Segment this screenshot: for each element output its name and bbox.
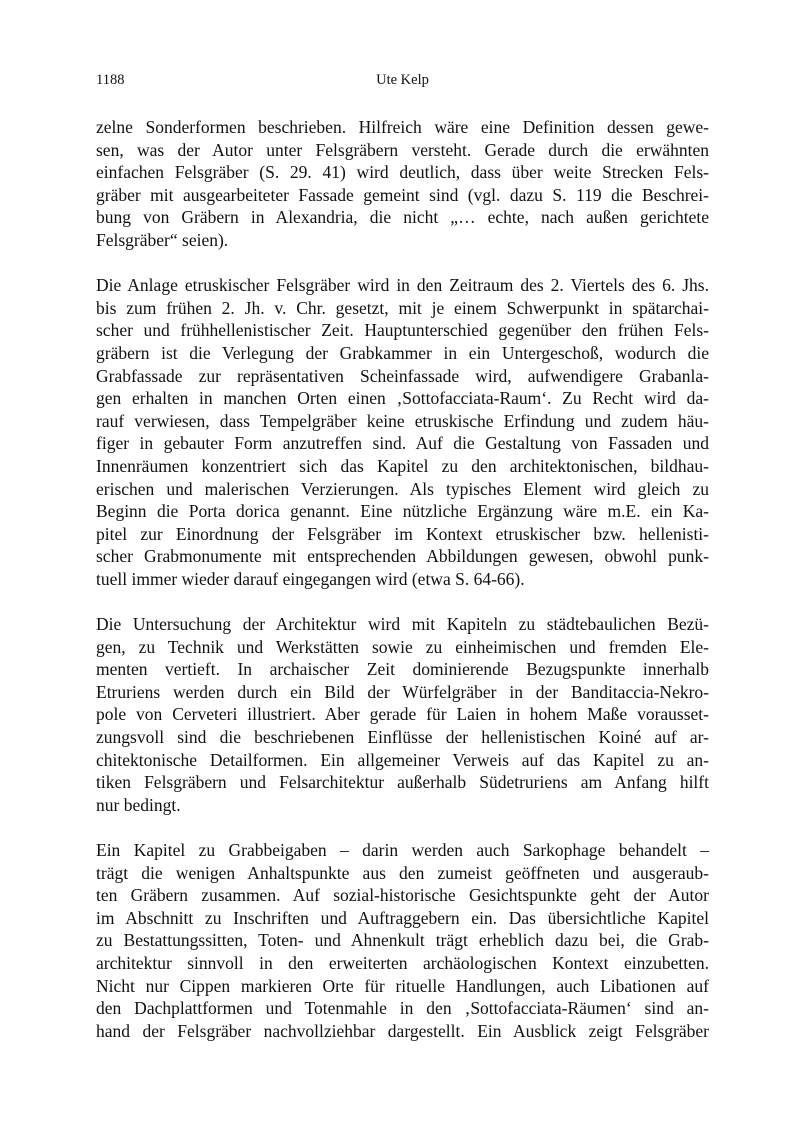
text-line: bis zum frühen 2. Jh. v. Chr. gesetzt, mit je einem Schwerpunkt in spätarchai- — [96, 297, 709, 318]
text-line: Die Untersuchung der Architektur wird mit Kapiteln zu städtebaulichen Bezü- — [96, 614, 709, 635]
text-line: gen, zu Technik und Werkstätten sowie zu einheimischen und fremden Ele- — [96, 636, 709, 657]
text-line: bung von Gräbern in Alexandria, die nicht „… echte, nach außen gerichtete — [96, 207, 709, 228]
text-line: chitektonische Detailformen. Ein allgemeiner Verweis auf das Kapitel zu an- — [96, 749, 709, 770]
text-line: Felsgräber“ seien). — [96, 229, 229, 250]
text-line: rauf verwiesen, dass Tempelgräber keine etruskische Erfindung und zudem häu- — [96, 410, 709, 431]
text-line: Nicht nur Cippen markieren Orte für rituelle Handlungen, auch Libationen auf — [96, 975, 709, 996]
text-line: Die Anlage etruskischer Felsgräber wird in den Zeitraum des 2. Viertels des 6. Jhs. — [96, 275, 709, 296]
page-body — [96, 116, 709, 1065]
text-line: tiken Felsgräbern und Felsarchitektur außerhalb Südetruriens am Anfang hilft — [96, 772, 709, 793]
text-line: gräber mit ausgearbeiteter Fassade gemeint sind (vgl. dazu S. 119 die Beschrei- — [96, 184, 709, 205]
text-line: Beginn die Porta dorica genannt. Eine nützliche Ergänzung wäre m.E. ein Ka- — [96, 501, 709, 522]
text-line: pole von Cerveteri illustriert. Aber gerade für Laien in hohem Maße vorausset- — [96, 704, 709, 725]
text-line: Etruriens werden durch ein Bild der Würfelgräber in der Banditaccia-Nekro- — [96, 681, 709, 702]
paragraph — [96, 613, 709, 816]
text-line: pitel zur Einordnung der Felsgräber im Kontext etruskischer bzw. hellenisti- — [96, 523, 709, 544]
paragraph — [96, 274, 709, 590]
text-line: zelne Sonderformen beschrieben. Hilfreich wäre eine Definition dessen gewe- — [96, 117, 709, 137]
text-line: architektur sinnvoll in den erweiterten archäologischen Kontext einzubetten. — [96, 952, 709, 973]
text-line: trägt die wenigen Anhaltspunkte aus den zumeist geöffneten und ausgeraub- — [96, 862, 709, 883]
text-line: sen, was der Autor unter Felsgräbern versteht. Gerade durch die erwähnten — [96, 139, 709, 160]
running-head: Ute Kelp — [376, 72, 429, 88]
text-line: gräbern ist die Verlegung der Grabkammer in ein Untergeschoß, wodurch die — [96, 342, 709, 363]
text-line: einfachen Felsgräber (S. 29. 41) wird deutlich, dass über weite Strecken Fels- — [96, 162, 709, 183]
text-line: den Dachplattformen und Totenmahle in den ‚Sottofacciata-Räumen‘ sind an- — [96, 998, 709, 1019]
text-line: zungsvoll sind die beschriebenen Einflüsse der hellenistischen Koiné auf ar- — [96, 727, 709, 748]
text-line: tuell immer wieder darauf eingegangen wird (etwa S. 64-66). — [96, 568, 525, 589]
text-line: scher Grabmonumente mit entsprechenden Abbildungen gewesen, obwohl punk- — [96, 546, 709, 567]
text-line: Grabfassade zur repräsentativen Scheinfassade wird, aufwendigere Grabanla- — [96, 365, 709, 386]
paragraph — [96, 116, 709, 252]
text-line: nur bedingt. — [96, 794, 181, 815]
text-line: ten Gräbern zusammen. Auf sozial-historische Gesichtspunkte geht der Autor — [96, 885, 709, 906]
text-line: menten vertieft. In archaischer Zeit dominierende Bezugspunkte innerhalb — [96, 659, 709, 680]
page-header — [96, 72, 709, 96]
text-line: im Abschnitt zu Inschriften und Auftraggebern ein. Das übersichtliche Kapitel — [96, 907, 709, 928]
text-line: Ein Kapitel zu Grabbeigaben – darin werden auch Sarkophage behandelt – — [96, 840, 709, 860]
text-line: hand der Felsgräber nachvollziehbar dargestellt. Ein Ausblick zeigt Felsgräber — [96, 1020, 709, 1041]
paragraph — [96, 839, 709, 1042]
text-line: zu Bestattungssitten, Toten- und Ahnenkult trägt erheblich dazu bei, die Grab- — [96, 930, 709, 951]
text-line: erischen und malerischen Verzierungen. Als typisches Element wird gleich zu — [96, 478, 709, 499]
page-number: 1188 — [96, 72, 125, 88]
text-line: scher und frühhellenistischer Zeit. Hauptunterschied gegenüber den frühen Fels- — [96, 320, 709, 341]
text-line: Innenräumen konzentriert sich das Kapitel zu den architektonischen, bildhau- — [96, 455, 709, 476]
text-line: figer in gebauter Form anzutreffen sind. Auf die Gestaltung von Fassaden und — [96, 433, 709, 454]
text-line: gen erhalten in manchen Orten einen ‚Sottofacciata-Raum‘. Zu Recht wird da- — [96, 388, 709, 409]
